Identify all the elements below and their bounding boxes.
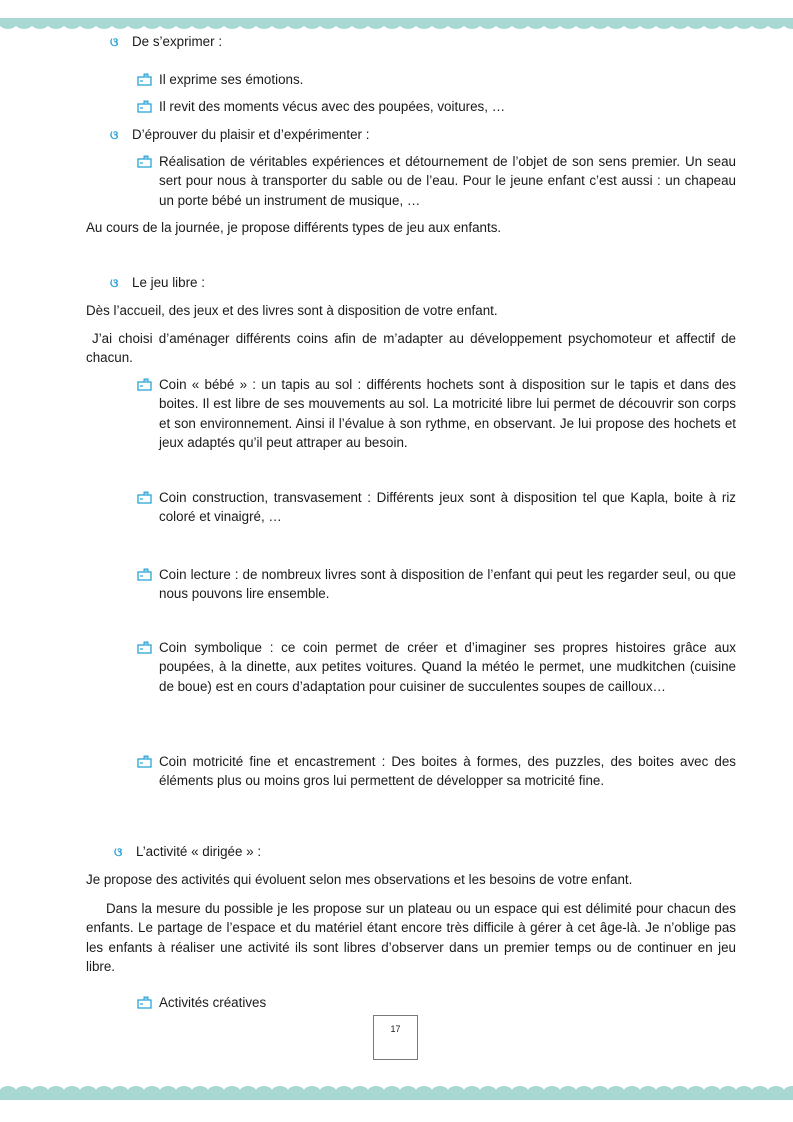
curl-bullet-icon: ଓ xyxy=(110,35,119,49)
scallop xyxy=(416,19,433,29)
heading-express xyxy=(110,33,222,51)
scallop xyxy=(160,1086,177,1098)
list-item-text: Coin motricité fine et encastrement : Des boites à formes, des puzzles, des boites avec des éléments plus ou moins gros lui permettent de développer sa motricité fine. xyxy=(159,754,736,789)
scallop xyxy=(112,19,129,29)
heading-free-play xyxy=(110,274,205,292)
scallop xyxy=(464,19,481,29)
scallop xyxy=(432,1086,449,1098)
scallop xyxy=(320,1086,337,1098)
scallop xyxy=(512,19,529,29)
list-item-text: Activités créatives xyxy=(159,995,267,1010)
scallop xyxy=(736,1086,753,1098)
scallop xyxy=(576,19,593,29)
paragraph xyxy=(86,899,736,976)
list-item-text: Coin « bébé » : un tapis au sol : différents hochets sont à disposition sur le tapis et dans des boites. Il est libre de ses mouvements au sol. La motricité libre lui permet de découvrir son corps et son environnement. Ainsi il l’évalue à son rythme, en observant. Je lui propose des hochets et jeux adaptés qu’il peut attraper au besoin. xyxy=(159,377,736,450)
scallop xyxy=(672,19,689,29)
scallop xyxy=(656,19,673,29)
scallop xyxy=(512,1086,529,1098)
scallop xyxy=(480,19,497,29)
scallop xyxy=(0,1086,17,1098)
scallop xyxy=(224,1086,241,1098)
page-number: 17 xyxy=(390,1024,401,1034)
scallop xyxy=(176,1086,193,1098)
mailbox-icon xyxy=(137,567,159,586)
paragraph xyxy=(86,329,736,368)
scallop xyxy=(144,19,161,29)
paragraph: Dès l’accueil, des jeux et des livres sont à disposition de votre enfant. xyxy=(86,303,498,318)
scallop xyxy=(224,19,241,29)
scallop xyxy=(80,1086,97,1098)
scallop xyxy=(96,1086,113,1098)
scallop xyxy=(208,19,225,29)
scallop xyxy=(704,19,721,29)
scallop xyxy=(128,19,145,29)
scallop xyxy=(256,1086,273,1098)
scallop xyxy=(544,1086,561,1098)
scallop xyxy=(752,19,769,29)
heading-free-play-text: Le jeu libre : xyxy=(132,275,205,290)
scallop xyxy=(272,19,289,29)
mailbox-icon xyxy=(137,73,159,91)
scallop xyxy=(736,19,753,29)
curl-bullet-icon: ଓ xyxy=(110,128,119,142)
scallop xyxy=(480,1086,497,1098)
scallop xyxy=(640,1086,657,1098)
intro-paragraph: Au cours de la journée, je propose différents types de jeu aux enfants. xyxy=(86,220,502,235)
list-item-text: Coin symbolique : ce coin permet de créer et d’imaginer ses propres histoires grâce aux poupées, à la dinette, aux petites voitures. Quand la météo le permet, une mudkitchen (cuisine de boue) est en cours d’adaptation pour cuisiner de succulentes soupes de cailloux… xyxy=(159,640,736,694)
scallop xyxy=(496,19,513,29)
list-item xyxy=(159,752,736,791)
scallop xyxy=(384,1086,401,1098)
list-item-text: Coin construction, transvasement : Différents jeux sont à disposition tel que Kapla, boite à riz coloré et vinaigré, … xyxy=(159,490,736,525)
scalloped-border-bottom xyxy=(0,1082,793,1104)
heading-directed xyxy=(114,843,261,861)
scallop xyxy=(400,19,417,29)
scallop xyxy=(704,1086,721,1098)
mailbox-icon xyxy=(137,640,159,659)
list-item xyxy=(159,152,736,210)
scallop xyxy=(16,1086,33,1098)
mailbox-icon xyxy=(137,100,159,118)
scallop xyxy=(624,1086,641,1098)
scallop xyxy=(368,1086,385,1098)
scallop xyxy=(240,19,257,29)
scallop xyxy=(256,19,273,29)
scallop xyxy=(768,1086,785,1098)
heading-directed-text: L’activité « dirigée » : xyxy=(136,844,262,859)
scallop xyxy=(192,1086,209,1098)
list-item-text: Coin lecture : de nombreux livres sont à disposition de l’enfant qui peut les regarder seul, ou que nous pouvons lire ensemble. xyxy=(159,567,736,602)
scallop xyxy=(464,1086,481,1098)
scallop xyxy=(32,19,49,29)
scallop xyxy=(368,19,385,29)
scalloped-border-top xyxy=(0,18,793,34)
list-item xyxy=(159,638,736,696)
list-item xyxy=(159,375,736,452)
page-number-box xyxy=(373,1015,418,1060)
paragraph-text: Dans la mesure du possible je les propose sur un plateau ou un espace qui est délimité pour chacun des enfants. Le partage de l’espace et du matériel étant encore très difficile à gérer à cet âge-là. Je n’oblige pas les enfants à réaliser une activité ils sont libres d’observer dans un premier temps ou de continuer en jeu libre. xyxy=(86,901,736,974)
mailbox-icon xyxy=(137,377,159,396)
scallop xyxy=(528,1086,545,1098)
heading-pleasure-text: D’éprouver du plaisir et d’expérimenter : xyxy=(132,127,370,142)
scallop xyxy=(160,19,177,29)
scallop xyxy=(528,19,545,29)
scallop xyxy=(496,1086,513,1098)
scallop xyxy=(720,1086,737,1098)
list-item xyxy=(137,994,266,1014)
scallop xyxy=(352,1086,369,1098)
scallop xyxy=(560,19,577,29)
scallop xyxy=(432,19,449,29)
scallop xyxy=(448,1086,465,1098)
scallop xyxy=(96,19,113,29)
scallop xyxy=(336,19,353,29)
curl-bullet-icon: ଓ xyxy=(110,276,119,290)
scallop xyxy=(208,1086,225,1098)
scallop xyxy=(144,1086,161,1098)
scallop xyxy=(672,1086,689,1098)
list-item xyxy=(159,565,736,604)
scallop xyxy=(32,1086,49,1098)
scallop xyxy=(112,1086,129,1098)
scallop xyxy=(384,19,401,29)
scallop xyxy=(656,1086,673,1098)
scallop xyxy=(576,1086,593,1098)
scallop xyxy=(688,19,705,29)
list-item xyxy=(137,98,505,118)
heading-pleasure xyxy=(110,126,369,144)
scallop xyxy=(592,1086,609,1098)
scallop xyxy=(288,1086,305,1098)
scallop xyxy=(448,19,465,29)
paragraph: Je propose des activités qui évoluent selon mes observations et les besoins de votre enfant. xyxy=(86,872,633,887)
scallop xyxy=(48,19,65,29)
scallop xyxy=(768,19,785,29)
scallop xyxy=(192,19,209,29)
scallop xyxy=(16,19,33,29)
scallop xyxy=(304,19,321,29)
heading-express-text: De s’exprimer : xyxy=(132,34,223,49)
mailbox-icon xyxy=(137,996,159,1014)
list-item-text: Il revit des moments vécus avec des poupées, voitures, … xyxy=(159,99,506,114)
scallop xyxy=(288,19,305,29)
scallop xyxy=(64,19,81,29)
scallop xyxy=(752,1086,769,1098)
scallop xyxy=(64,1086,81,1098)
list-item xyxy=(159,488,736,527)
scallop xyxy=(688,1086,705,1098)
scallop xyxy=(240,1086,257,1098)
scallop xyxy=(336,1086,353,1098)
scallop xyxy=(592,19,609,29)
scallop xyxy=(80,19,97,29)
scallop xyxy=(624,19,641,29)
scallop xyxy=(352,19,369,29)
paragraph-text: J’ai choisi d’aménager différents coins afin de m’adapter au développement psychomoteur et affectif de chacun. xyxy=(86,331,736,366)
scallop xyxy=(272,1086,289,1098)
scallop xyxy=(400,1086,417,1098)
mailbox-icon xyxy=(137,154,159,173)
scallop xyxy=(544,19,561,29)
scallop xyxy=(320,19,337,29)
curl-bullet-icon: ଓ xyxy=(114,845,123,859)
scallop xyxy=(608,19,625,29)
scallop xyxy=(176,19,193,29)
scallop xyxy=(48,1086,65,1098)
mailbox-icon xyxy=(137,754,159,773)
scallop xyxy=(0,19,17,29)
scallop xyxy=(128,1086,145,1098)
scallop xyxy=(720,19,737,29)
scallop xyxy=(416,1086,433,1098)
scallop xyxy=(640,19,657,29)
scallop xyxy=(608,1086,625,1098)
mailbox-icon xyxy=(137,490,159,509)
list-item-text: Réalisation de véritables expériences et détournement de l’objet de son sens premier. Un seau sert pour nous à transporter du sable ou de l’eau. Pour le jeune enfant c’est aussi : un chapeau un porte bébé un instrument de musique, … xyxy=(159,154,736,208)
scallop xyxy=(304,1086,321,1098)
list-item-text: Il exprime ses émotions. xyxy=(159,72,304,87)
list-item xyxy=(137,71,303,91)
scallop xyxy=(560,1086,577,1098)
